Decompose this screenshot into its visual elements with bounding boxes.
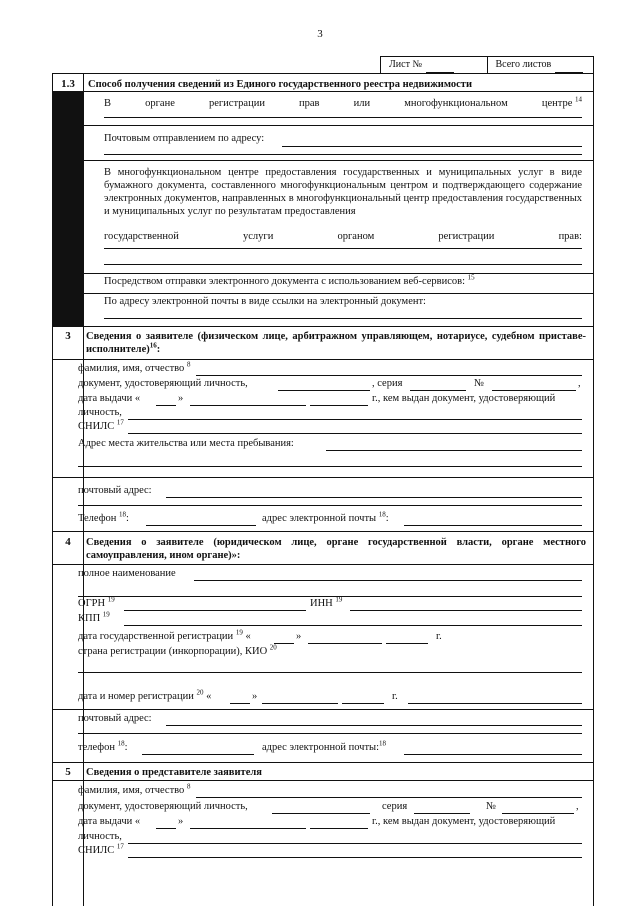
applicant-residence-field[interactable] — [326, 450, 582, 451]
rep-id-doc-label: документ, удостоверяющий личность, — [78, 801, 248, 812]
rep-issue-year-field[interactable] — [310, 828, 368, 829]
applicant-phone-label: Телефон $^{18}$: — [78, 510, 129, 524]
rep-number-field[interactable] — [502, 813, 574, 814]
sheet-counter-box — [380, 56, 594, 74]
option-web-services[interactable]: Посредством отправки электронного документа с использованием веб-сервисов: $^{15}$ — [104, 273, 475, 287]
org-email-field[interactable] — [404, 754, 582, 755]
org-reg-year-field[interactable] — [386, 643, 428, 644]
applicant-snils-field[interactable] — [128, 433, 582, 434]
option-postal-label: Почтовым отправлением по адресу: — [104, 133, 265, 144]
org-postal-field[interactable] — [166, 725, 582, 726]
section-5-title: Сведения о представителе заявителя — [86, 767, 262, 778]
rep-issued-by-field[interactable] — [128, 843, 582, 844]
applicant-issue-month-field[interactable] — [190, 405, 306, 406]
org-reg-number-label: дата и номер регистрации $^{20}$ « — [78, 688, 212, 702]
org-reg-number-year-field[interactable] — [342, 703, 384, 704]
rep-snils-field[interactable] — [128, 857, 582, 858]
applicant-postal-label: почтовый адрес: — [78, 485, 152, 496]
sheet-number-cell[interactable] — [381, 57, 487, 73]
rep-series-field[interactable] — [414, 813, 470, 814]
option-registration-office[interactable]: В органе регистрации прав или многофункциональном центре $^{14}$ — [104, 95, 582, 109]
applicant-phone-field[interactable] — [146, 525, 256, 526]
org-phone-label: телефон $^{18}$: — [78, 739, 128, 753]
applicant-postal-field[interactable] — [166, 497, 582, 498]
applicant-identity-label: личность, — [78, 407, 122, 418]
rep-issue-month-field[interactable] — [190, 828, 306, 829]
org-kpp-label: КПП $^{19}$ — [78, 610, 110, 624]
applicant-fio-label: фамилия, имя, отчество $^8$ — [78, 360, 191, 374]
org-reg-month-field[interactable] — [308, 643, 382, 644]
org-full-name-label: полное наименование — [78, 568, 176, 579]
option-mfc-paragraph: В многофункциональном центре предоставления государственных и муниципальных услуг в виде бумажного документа, составленного многофункциональным центром и подтверждающего содержание электронных документов, направленных в многофункциональный центр предоставления государственных и муниципальных услуг по результатам предоставления — [104, 167, 582, 217]
section-1-3-title: Способ получения сведений из Единого государственного реестра недвижимости — [88, 79, 472, 90]
option-email-link: По адресу электронной почты в виде ссылки на электронный документ: — [104, 296, 426, 307]
applicant-issue-date-label: дата выдачи « — [78, 393, 141, 404]
applicant-email-label: адрес электронной почты $^{18}$: — [262, 510, 389, 524]
rep-fio-field[interactable] — [196, 797, 582, 798]
page-number: 3 — [317, 28, 323, 40]
email-link-field[interactable] — [104, 318, 582, 319]
rep-id-doc-field[interactable] — [272, 813, 370, 814]
section-4-number: 4 — [65, 536, 71, 548]
applicant-residence-label: Адрес места жительства или места пребывания: — [78, 438, 294, 449]
org-email-label: адрес электронной почты:$^{18}$ — [262, 739, 387, 753]
rep-issue-date-label: дата выдачи « — [78, 816, 141, 827]
org-kpp-field[interactable] — [124, 625, 582, 626]
checkbox-column-filled — [53, 92, 83, 326]
rep-fio-label: фамилия, имя, отчество $^8$ — [78, 782, 191, 796]
org-reg-day-field[interactable] — [274, 643, 294, 644]
applicant-series-field[interactable] — [410, 390, 466, 391]
mfc-field-2[interactable] — [104, 264, 582, 265]
applicant-issued-by-field[interactable] — [128, 419, 582, 420]
total-sheets-cell[interactable] — [487, 57, 594, 73]
org-ogrn-field[interactable] — [124, 610, 306, 611]
org-postal-label: почтовый адрес: — [78, 713, 152, 724]
section-3-title: Сведения о заявителе (физическом лице, арбитражном управляющем, нотариусе, судебном приставе-исполнителе)$^{16}$: — [86, 331, 586, 355]
org-ogrn-label: ОГРН $^{19}$ — [78, 595, 115, 609]
org-inn-label: ИНН $^{19}$ — [310, 595, 343, 609]
applicant-snils-label: СНИЛС $^{17}$ — [78, 418, 124, 432]
org-phone-field[interactable] — [142, 754, 254, 755]
total-sheets-label: Всего листов — [495, 59, 552, 70]
postal-address-field[interactable] — [282, 146, 582, 147]
rep-snils-label: СНИЛС $^{17}$ — [78, 842, 124, 856]
org-country-field[interactable] — [78, 672, 582, 673]
section-1-3-number: 1.3 — [61, 78, 75, 90]
applicant-fio-field[interactable] — [196, 375, 582, 376]
applicant-email-field[interactable] — [404, 525, 582, 526]
org-reg-date-label: дата государственной регистрации $^{19}$ « — [78, 628, 251, 642]
applicant-issue-year-field[interactable] — [310, 405, 368, 406]
org-country-label: страна регистрации (инкорпорации), КИО $^{20}$ — [78, 643, 277, 657]
applicant-id-doc-field[interactable] — [278, 390, 370, 391]
section-3-number: 3 — [65, 330, 71, 342]
org-reg-number-month-field[interactable] — [262, 703, 338, 704]
section-4-title: Сведения о заявителе (юридическом лице, органе государственной власти, органе местного самоуправления, ином органе)»: — [86, 537, 586, 561]
rep-identity-label: личность, — [78, 831, 122, 842]
org-inn-field[interactable] — [350, 610, 582, 611]
sheet-number-label: Лист № — [389, 59, 422, 70]
applicant-number-field[interactable] — [492, 390, 576, 391]
applicant-issue-day-field[interactable] — [156, 405, 176, 406]
org-reg-number-field[interactable] — [408, 703, 582, 704]
mfc-field-1[interactable] — [104, 248, 582, 249]
section-5-number: 5 — [65, 766, 71, 778]
rep-issue-day-field[interactable] — [156, 828, 176, 829]
applicant-id-doc-label: документ, удостоверяющий личность, — [78, 378, 248, 389]
org-full-name-field[interactable] — [194, 580, 582, 581]
org-reg-number-day-field[interactable] — [230, 703, 250, 704]
option-mfc-last-line: государственной услуги органом регистрации прав: — [104, 231, 582, 242]
